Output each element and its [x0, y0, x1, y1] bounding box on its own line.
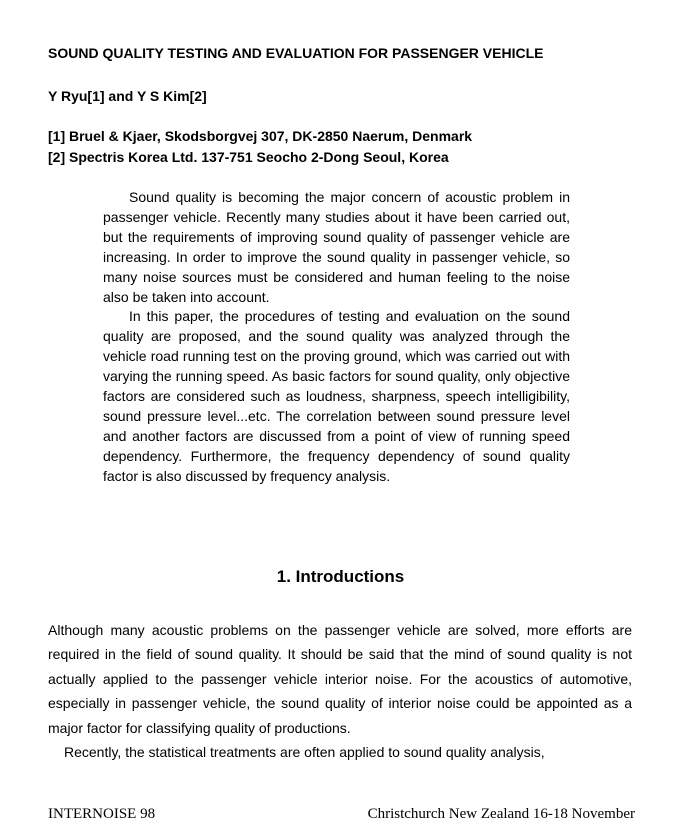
affiliation-1: [1] Bruel & Kjaer, Skodsborgvej 307, DK-2850 Naerum, Denmark — [48, 128, 473, 144]
authors: Y Ryu[1] and Y S Kim[2] — [48, 88, 207, 104]
section-heading: 1. Introductions — [276, 567, 405, 586]
intro-paragraph-2: Recently, the statistical treatments are often applied to sound quality analysis, — [64, 744, 545, 761]
intro-paragraph-1: Although many acoustic problems on the passenger vehicle are solved, more efforts are required in the field of sound quality. It should be said that the mind of sound quality is not actually applied to the passenger vehicle interior noise. For the acoustics of automotive, especially in passenger vehicle, the sound quality of interior noise could be appointed as a major factor for classifying quality of productions. — [48, 622, 632, 736]
introduction-body — [48, 618, 632, 764]
affiliation-2: [2] Spectris Korea Ltd. 137-751 Seocho 2-Dong Seoul, Korea — [48, 149, 449, 165]
abstract — [103, 188, 570, 487]
footer-location-date: Christchurch New Zealand 16-18 November — [367, 806, 635, 822]
paper-title: SOUND QUALITY TESTING AND EVALUATION FOR PASSENGER VEHICLE — [48, 45, 544, 61]
footer-conference: INTERNOISE 98 — [48, 806, 156, 822]
abstract-paragraph-1: Sound quality is becoming the major concern of acoustic problem in passenger vehicle. Recently many studies about it have been carried out, but the requirements of improving sound quality of passenger vehicle are increasing. In order to improve the sound quality in passenger vehicle, so many noise sources must be considered and human feeling to the noise also be taken into account. — [103, 189, 570, 305]
abstract-paragraph-2: In this paper, the procedures of testing and evaluation on the sound quality are proposed, and the sound quality was analyzed through the vehicle road running test on the proving ground, which was carried out with varying the running speed. As basic factors for sound quality, only objective factors are considered such as loudness, sharpness, speech intelligibility, sound pressure level...etc. The correlation between sound pressure level and another factors are discussed from a point of view of running speed dependency. Furthermore, the frequency dependency of sound quality factor is also discussed by frequency analysis. — [103, 308, 570, 484]
